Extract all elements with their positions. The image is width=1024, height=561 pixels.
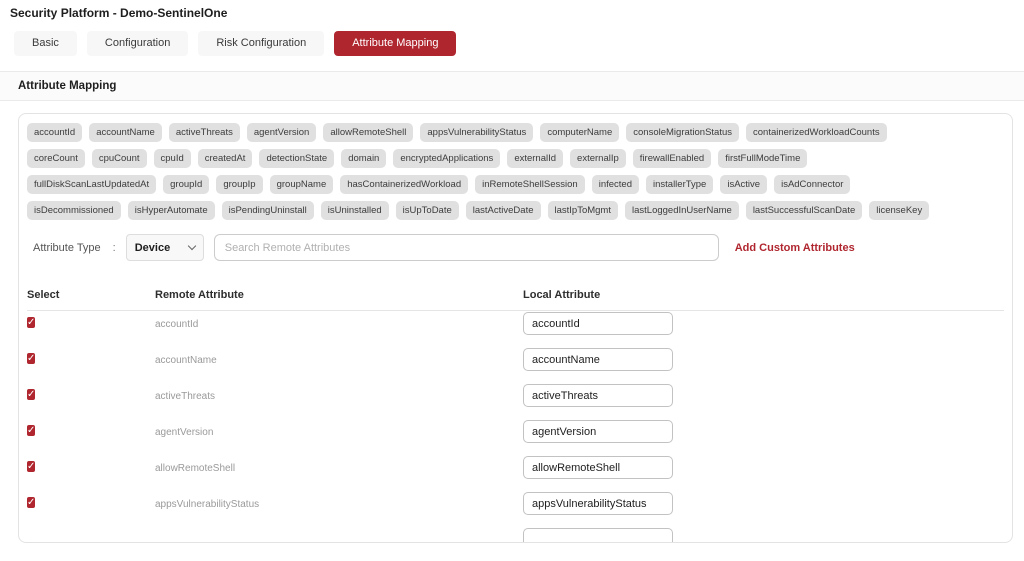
attribute-chips <box>19 114 1012 220</box>
table-row-partial <box>27 528 1004 543</box>
row-checkbox[interactable]: ✓ <box>27 497 36 508</box>
tab-bar <box>14 31 1024 56</box>
local-attribute-input[interactable] <box>523 348 673 371</box>
attribute-chip[interactable]: groupIp <box>216 175 262 194</box>
attribute-chip[interactable]: groupId <box>163 175 209 194</box>
local-attribute-input[interactable] <box>523 456 673 479</box>
attribute-chip-row <box>27 175 1004 194</box>
remote-attribute-value: allowRemoteShell <box>155 463 236 474</box>
mapping-table <box>19 289 1012 543</box>
attribute-chip[interactable]: accountId <box>27 123 82 142</box>
local-attribute-input[interactable] <box>523 384 673 407</box>
attribute-type-value: Device <box>134 241 171 254</box>
attribute-chip-row <box>27 123 1004 142</box>
search-remote-attributes-input[interactable] <box>214 234 719 261</box>
table-body <box>27 312 1004 543</box>
attribute-chip[interactable]: isUninstalled <box>321 201 389 220</box>
row-checkbox[interactable]: ✓ <box>27 389 36 400</box>
attribute-chip[interactable]: externalIp <box>570 149 626 168</box>
table-header-row <box>27 289 1004 311</box>
attribute-chip[interactable]: appsVulnerabilityStatus <box>420 123 533 142</box>
attribute-type-select[interactable] <box>126 234 204 261</box>
attribute-chip[interactable]: cpuCount <box>92 149 147 168</box>
local-attribute-input[interactable] <box>523 420 673 443</box>
remote-attribute-value: accountName <box>155 355 217 366</box>
attribute-chip[interactable]: createdAt <box>198 149 253 168</box>
attribute-chip[interactable]: externalId <box>507 149 563 168</box>
attribute-chip[interactable]: firstFullModeTime <box>718 149 807 168</box>
column-header-local-attribute: Local Attribute <box>523 289 601 301</box>
attribute-chip[interactable]: isUpToDate <box>396 201 459 220</box>
attribute-chip[interactable]: encryptedApplications <box>393 149 500 168</box>
attribute-chip[interactable]: accountName <box>89 123 162 142</box>
remote-attribute-value: accountId <box>155 319 199 330</box>
table-row <box>27 420 1004 456</box>
attribute-chip-row <box>27 149 1004 168</box>
attribute-chip[interactable]: lastSuccessfulScanDate <box>746 201 862 220</box>
section-title: Attribute Mapping <box>18 80 117 92</box>
attribute-chip[interactable]: lastActiveDate <box>466 201 541 220</box>
attribute-mapping-panel <box>18 113 1013 543</box>
row-checkbox[interactable]: ✓ <box>27 353 36 364</box>
table-row <box>27 384 1004 420</box>
attribute-chip[interactable]: detectionState <box>259 149 334 168</box>
remote-attribute-value: activeThreats <box>155 391 216 402</box>
row-checkbox[interactable]: ✓ <box>27 425 36 436</box>
attribute-chip[interactable]: fullDiskScanLastUpdatedAt <box>27 175 156 194</box>
table-row <box>27 312 1004 348</box>
attribute-chip[interactable]: licenseKey <box>869 201 929 220</box>
column-header-remote-attribute: Remote Attribute <box>155 289 244 301</box>
attribute-chip[interactable]: allowRemoteShell <box>323 123 413 142</box>
attribute-chip[interactable]: isHyperAutomate <box>128 201 215 220</box>
tab-configuration[interactable]: Configuration <box>87 31 188 56</box>
attribute-chip[interactable]: isDecommissioned <box>27 201 121 220</box>
attribute-chip-row <box>27 201 1004 220</box>
attribute-chip[interactable]: containerizedWorkloadCounts <box>746 123 887 142</box>
table-row <box>27 456 1004 492</box>
attribute-chip[interactable]: consoleMigrationStatus <box>626 123 739 142</box>
attribute-chip[interactable]: isActive <box>720 175 767 194</box>
table-row <box>27 348 1004 384</box>
local-attribute-input[interactable] <box>523 312 673 335</box>
attribute-chip[interactable]: isPendingUninstall <box>222 201 314 220</box>
attribute-chip[interactable]: domain <box>341 149 386 168</box>
column-header-select: Select <box>27 289 60 301</box>
remote-attribute-value: appsVulnerabilityStatus <box>155 499 260 510</box>
attribute-chip[interactable]: isAdConnector <box>774 175 850 194</box>
attribute-chip[interactable]: inRemoteShellSession <box>475 175 585 194</box>
add-custom-attributes-button[interactable]: Add Custom Attributes <box>734 241 855 254</box>
tab-basic[interactable]: Basic <box>14 31 77 56</box>
attribute-chip[interactable]: groupName <box>270 175 334 194</box>
attribute-chip[interactable]: coreCount <box>27 149 85 168</box>
attribute-chip[interactable]: lastIpToMgmt <box>548 201 619 220</box>
attribute-chip[interactable]: infected <box>592 175 639 194</box>
attribute-chip[interactable]: hasContainerizedWorkload <box>340 175 468 194</box>
attribute-chip[interactable]: cpuId <box>154 149 191 168</box>
attribute-type-label: Attribute Type <box>33 241 101 254</box>
attribute-chip[interactable]: activeThreats <box>169 123 240 142</box>
tab-attribute-mapping[interactable]: Attribute Mapping <box>334 31 456 56</box>
attribute-chip[interactable]: agentVersion <box>247 123 316 142</box>
chevron-down-icon <box>187 242 195 250</box>
remote-attribute-value: agentVersion <box>155 427 214 438</box>
table-row <box>27 492 1004 528</box>
attribute-chip[interactable]: lastLoggedInUserName <box>625 201 739 220</box>
attribute-chip[interactable]: firewallEnabled <box>633 149 711 168</box>
attribute-chip[interactable]: installerType <box>646 175 713 194</box>
section-header <box>0 71 1024 101</box>
attribute-chip[interactable]: computerName <box>540 123 619 142</box>
attribute-type-colon: : <box>112 241 116 254</box>
row-checkbox[interactable]: ✓ <box>27 317 36 328</box>
filter-row <box>33 234 1000 261</box>
page-title: Security Platform - Demo-SentinelOne <box>10 6 228 20</box>
local-attribute-input[interactable] <box>523 528 673 543</box>
local-attribute-input[interactable] <box>523 492 673 515</box>
row-checkbox[interactable]: ✓ <box>27 461 36 472</box>
tab-risk-configuration[interactable]: Risk Configuration <box>198 31 324 56</box>
